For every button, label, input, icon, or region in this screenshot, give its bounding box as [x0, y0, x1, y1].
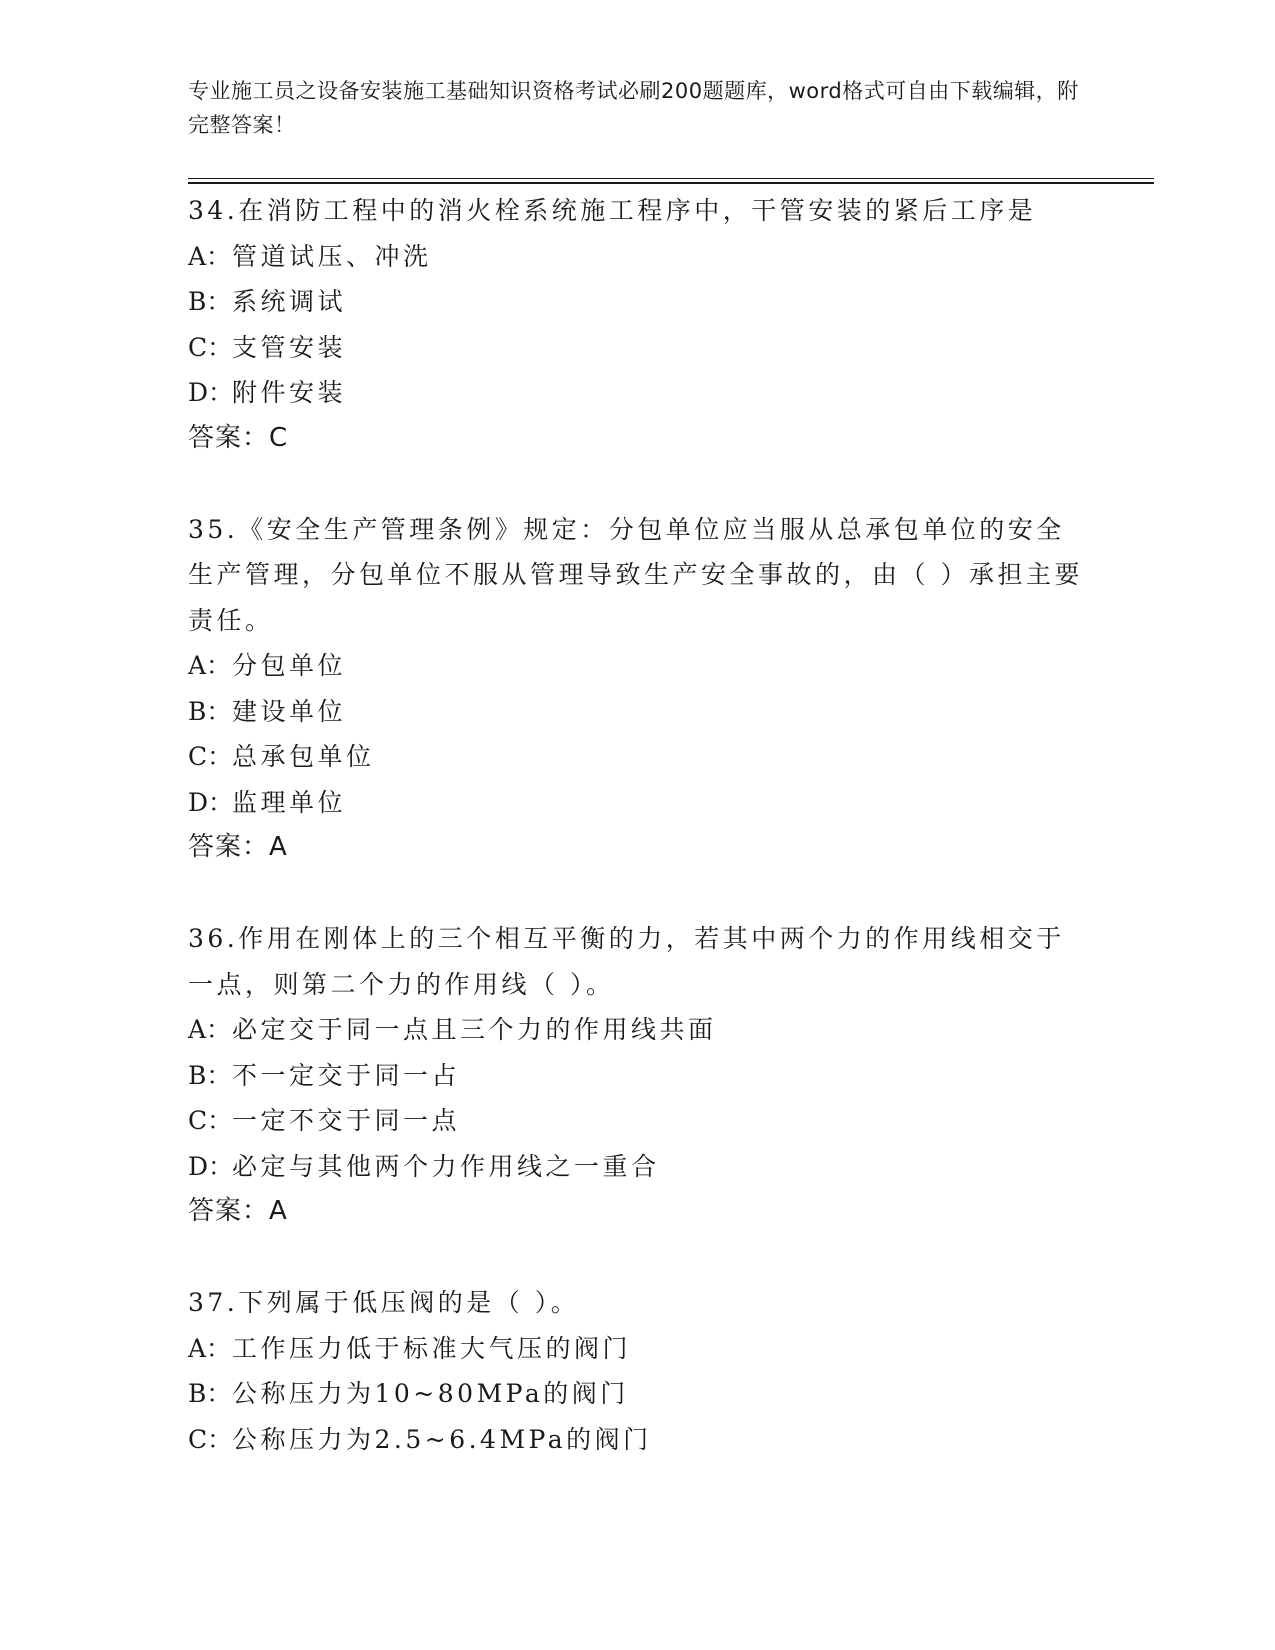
question-35 — [188, 507, 1088, 871]
header-divider-thin — [188, 178, 1154, 179]
option-letter: A： — [188, 651, 232, 680]
option-letter: B： — [188, 696, 232, 726]
option-letter: C： — [188, 332, 233, 362]
option-text: 监理单位 — [232, 787, 347, 817]
header-divider-thick — [188, 182, 1154, 184]
option-text: 不一定交于同一占 — [232, 1060, 461, 1090]
option-text: 建设单位 — [232, 696, 347, 726]
option-a — [188, 234, 1088, 280]
option-letter: B： — [188, 1060, 232, 1090]
question-stem: 34.在消防工程中的消火栓系统施工程序中，干管安装的紧后工序是 — [188, 196, 1037, 225]
answer-line: 答案：C — [188, 422, 289, 453]
option-b — [188, 279, 1088, 325]
option-letter: D： — [188, 378, 234, 407]
option-a — [188, 643, 1088, 689]
question-stem: 35.《安全生产管理条例》规定：分包单位应当服从总承包单位的安全生产管理，分包单位不服从管理导致生产安全事故的，由（ ）承担主要责任。 — [188, 514, 1083, 635]
option-letter: B： — [188, 287, 232, 316]
option-b — [188, 1053, 1088, 1099]
question-36 — [188, 916, 1088, 1235]
answer-line: 答案：A — [188, 832, 288, 862]
option-b — [188, 689, 1088, 735]
option-text: 必定与其他两个力作用线之一重合 — [232, 1151, 660, 1181]
option-text: 支管安装 — [232, 332, 347, 362]
option-letter: B： — [188, 1379, 232, 1408]
option-c — [188, 1098, 1088, 1144]
option-text: 工作压力低于标准大气压的阀门 — [232, 1333, 632, 1363]
option-letter: A： — [188, 241, 232, 271]
option-c — [188, 325, 1088, 371]
answer-line: 答案：A — [188, 1196, 288, 1226]
question-stem: 36.作用在刚体上的三个相互平衡的力，若其中两个力的作用线相交于一点，则第二个力的作用线（ ）。 — [188, 924, 1065, 999]
option-d — [188, 780, 1088, 826]
option-d — [188, 1144, 1088, 1190]
option-text: 公称压力为10~80MPa的阀门 — [232, 1379, 629, 1408]
option-text: 系统调试 — [232, 287, 347, 316]
option-letter: C： — [188, 1424, 233, 1454]
option-text: 总承包单位 — [232, 742, 375, 771]
option-text: 公称压力为2.5~6.4MPa的阀门 — [232, 1424, 652, 1454]
option-text: 分包单位 — [232, 651, 347, 680]
option-text: 一定不交于同一点 — [232, 1106, 461, 1135]
option-a — [188, 1326, 1088, 1372]
option-d — [188, 370, 1088, 416]
option-letter: D： — [188, 1151, 234, 1181]
option-letter: D： — [188, 787, 234, 817]
document-header: 专业施工员之设备安装施工基础知识资格考试必刷200题题库，word格式可自由下载编辑，附完整答案！ — [188, 79, 1079, 137]
option-text: 必定交于同一点且三个力的作用线共面 — [232, 1015, 717, 1044]
option-letter: C： — [188, 742, 233, 771]
question-34 — [188, 188, 1088, 461]
option-c — [188, 1417, 1088, 1463]
option-letter: A： — [188, 1333, 232, 1363]
option-letter: C： — [188, 1106, 233, 1135]
question-list — [188, 188, 1088, 1508]
option-b — [188, 1371, 1088, 1417]
question-37 — [188, 1280, 1088, 1462]
option-text: 管道试压、冲洗 — [232, 241, 432, 271]
option-letter: A： — [188, 1015, 232, 1044]
option-a — [188, 1007, 1088, 1053]
option-text: 附件安装 — [232, 378, 347, 407]
question-stem: 37.下列属于低压阀的是（ ）。 — [188, 1288, 580, 1317]
option-c — [188, 734, 1088, 780]
